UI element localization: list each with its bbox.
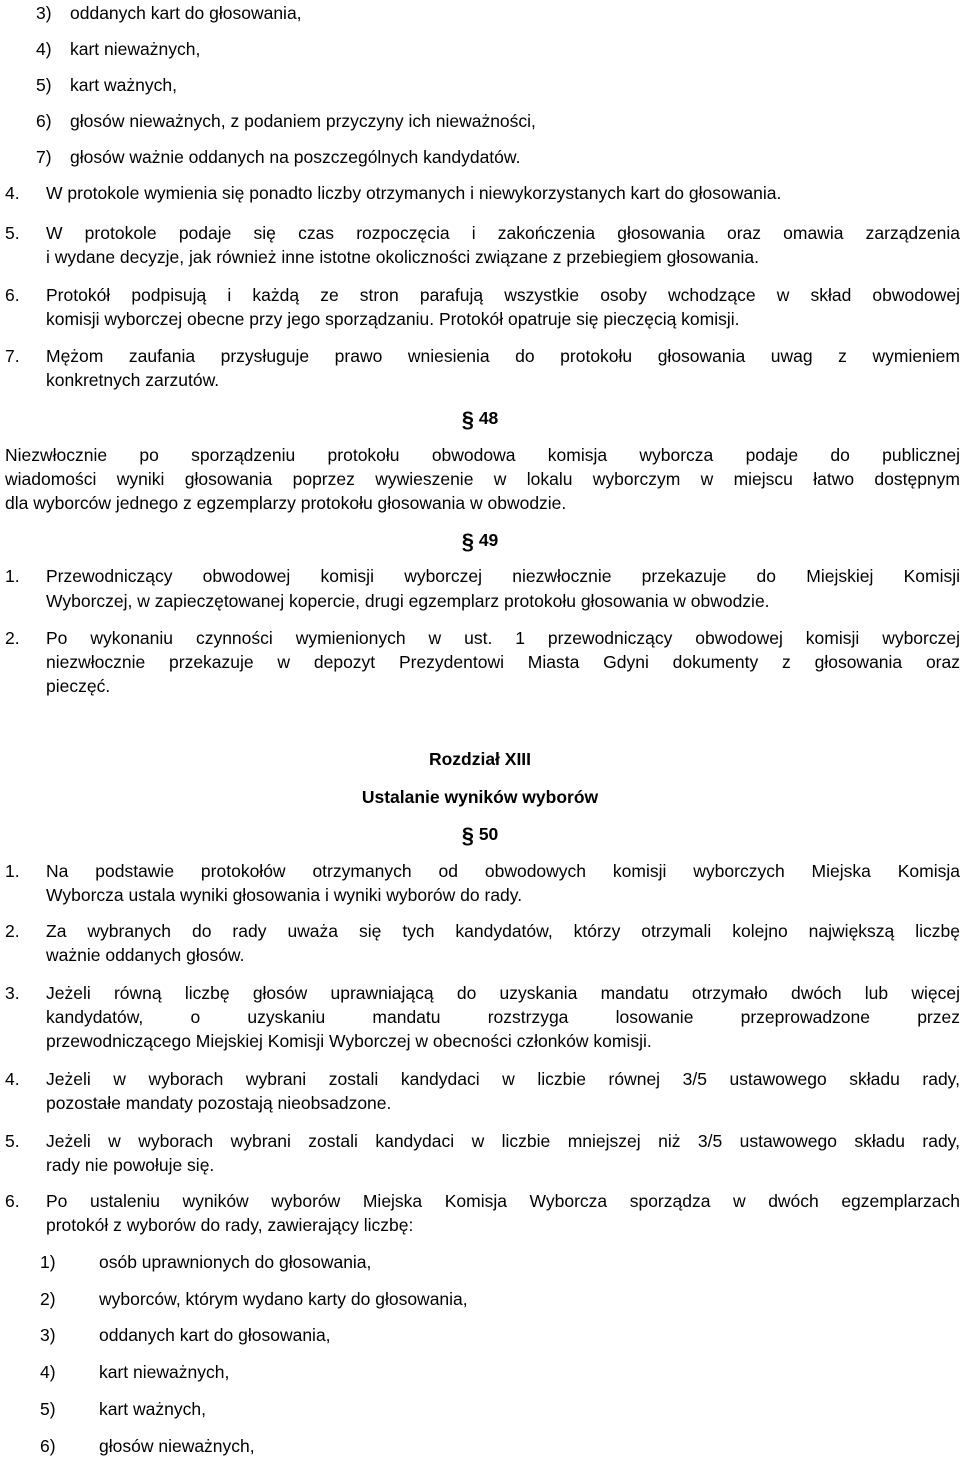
paragraph-number: 48 — [473, 408, 499, 428]
point-text: pieczęć. — [46, 676, 111, 696]
point-text: Jeżeli równą liczbę głosów uprawniającą do uzyskania mandatu otrzymało dwóch lub więcej — [46, 983, 960, 1003]
point-text: rady nie powołuje się. — [46, 1155, 215, 1175]
paragraph-sign: § — [461, 529, 474, 554]
list-text: kart nieważnych, — [99, 1362, 230, 1382]
point-text: i wydane decyzje, jak również inne istotne okoliczności związane z przebiegiem głosowania. — [46, 247, 760, 267]
point-number: 1. — [5, 566, 20, 586]
point-text: kandydatów, o uzyskaniu mandatu rozstrzyga losowanie przeprowadzone przez — [46, 1007, 960, 1027]
list-number: 6) — [36, 111, 52, 131]
point-number: 2. — [5, 921, 20, 941]
paragraph-number: 49 — [473, 530, 499, 550]
point-text: W protokole podaje się czas rozpoczęcia i zakończenia głosowania oraz omawia zarządzenia — [46, 223, 960, 243]
list-number: 1) — [40, 1252, 56, 1272]
point-text: protokół z wyborów do rady, zawierający liczbę: — [46, 1215, 414, 1235]
point-text: Przewodniczący obwodowej komisji wyborczej niezwłocznie przekazuje do Miejskiej Komisji — [46, 566, 960, 586]
chapter-subtitle: Ustalanie wyników wyborów — [361, 787, 599, 807]
point-number: 5. — [5, 223, 20, 243]
point-number: 3. — [5, 983, 20, 1003]
point-text: Wyborczej, w zapieczętowanej kopercie, drugi egzemplarz protokołu głosowania w obwodzie. — [46, 591, 770, 611]
list-text: kart ważnych, — [99, 1399, 206, 1419]
paragraph-sign: § — [461, 823, 474, 848]
point-number: 1. — [5, 861, 20, 881]
list-text: głosów ważnie oddanych na poszczególnych kandydatów. — [70, 147, 521, 167]
list-number: 4) — [36, 39, 52, 59]
point-text: komisji wyborczej obecne przy jego sporządzaniu. Protokół opatruje się pieczęcią komisji. — [46, 309, 740, 329]
point-text: konkretnych zarzutów. — [46, 370, 220, 390]
point-text: przewodniczącego Miejskiej Komisji Wyborczej w obecności członków komisji. — [46, 1031, 652, 1051]
list-text: głosów nieważnych, — [99, 1436, 255, 1456]
point-number: 6. — [5, 1191, 20, 1211]
point-number: 2. — [5, 628, 20, 648]
paragraph-sign: § — [461, 407, 474, 432]
point-text: Po ustaleniu wyników wyborów Miejska Komisja Wyborcza sporządza w dwóch egzemplarzach — [46, 1191, 960, 1211]
list-number: 7) — [36, 147, 52, 167]
point-text: Protokół podpisują i każdą ze stron parafują wszystkie osoby wchodzące w skład obwodowej — [46, 285, 960, 305]
point-text: niezwłocznie przekazuje w depozyt Prezydentowi Miasta Gdyni dokumenty z głosowania oraz — [46, 652, 960, 672]
list-text: głosów nieważnych, z podaniem przyczyny ich nieważności, — [70, 111, 536, 131]
list-number: 3) — [40, 1325, 56, 1345]
paragraph-number: 50 — [473, 824, 499, 844]
list-number: 5) — [36, 75, 52, 95]
section-48-text: Niezwłocznie po sporządzeniu protokołu obwodowa komisja wyborcza podaje do publicznej — [5, 445, 960, 465]
section-48-text: dla wyborców jednego z egzemplarzy protokołu głosowania w obwodzie. — [5, 493, 567, 513]
point-number: 5. — [5, 1131, 20, 1151]
point-text: Jeżeli w wyborach wybrani zostali kandydaci w liczbie równej 3/5 ustawowego składu rady, — [46, 1069, 960, 1089]
point-number: 4. — [5, 1069, 20, 1089]
list-number: 5) — [40, 1399, 56, 1419]
chapter-title: Rozdział XIII — [428, 749, 532, 769]
point-text: Wyborcza ustala wyniki głosowania i wyniki wyborów do rady. — [46, 885, 523, 905]
point-number: 7. — [5, 346, 20, 366]
list-text: wyborców, którym wydano karty do głosowania, — [99, 1289, 468, 1309]
list-text: kart ważnych, — [70, 75, 177, 95]
list-number: 6) — [40, 1436, 56, 1456]
list-text: osób uprawnionych do głosowania, — [99, 1252, 372, 1272]
list-number: 2) — [40, 1289, 56, 1309]
section-48-heading — [0, 406, 960, 432]
point-text: ważnie oddanych głosów. — [46, 945, 245, 965]
list-text: oddanych kart do głosowania, — [99, 1325, 331, 1345]
section-49-heading — [0, 528, 960, 554]
point-text: W protokole wymienia się ponadto liczby otrzymanych i niewykorzystanych kart do głosowania. — [46, 183, 782, 203]
point-text: Na podstawie protokołów otrzymanych od obwodowych komisji wyborczych Miejska Komisja — [46, 861, 960, 881]
list-text: kart nieważnych, — [70, 39, 201, 59]
list-text: oddanych kart do głosowania, — [70, 3, 302, 23]
point-text: Jeżeli w wyborach wybrani zostali kandydaci w liczbie mniejszej niż 3/5 ustawowego składu rady, — [46, 1131, 960, 1151]
point-text: Po wykonaniu czynności wymienionych w ust. 1 przewodniczący obwodowej komisji wyborczej — [46, 628, 960, 648]
point-number: 4. — [5, 183, 20, 203]
list-number: 3) — [36, 3, 52, 23]
point-number: 6. — [5, 285, 20, 305]
section-50-heading — [0, 822, 960, 848]
point-text: Za wybranych do rady uważa się tych kandydatów, którzy otrzymali kolejno największą liczbę — [46, 921, 960, 941]
point-text: Mężom zaufania przysługuje prawo wniesienia do protokołu głosowania uwag z wymieniem — [46, 346, 960, 366]
section-48-text: wiadomości wyniki głosowania poprzez wywieszenie w lokalu wyborczym w miejscu łatwo dostępnym — [5, 469, 960, 489]
point-text: pozostałe mandaty pozostają nieobsadzone. — [46, 1093, 392, 1113]
list-number: 4) — [40, 1362, 56, 1382]
